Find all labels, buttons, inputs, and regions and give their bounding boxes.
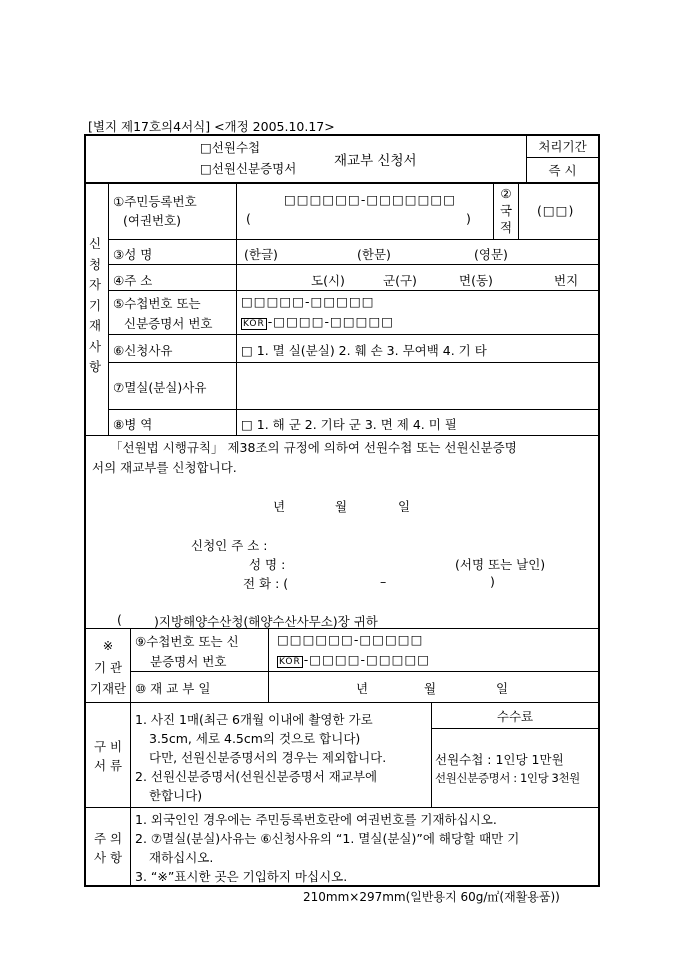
option-seaman-book[interactable]: □선원수첩 [200,140,261,155]
paper-spec: 210mm×297mm(일반용지 60g/㎡(재활용품)) [303,890,560,904]
rrn-label: ①주민등록번호 [113,194,197,209]
book-number-field[interactable]: □□□□□-□□□□□ [241,294,375,309]
form-title: 재교부 신청서 [334,153,417,169]
address-gun: 군(구) [383,273,417,288]
nationality-label: ②국적 [499,186,513,235]
reason-label: ⑥신청사유 [113,343,173,358]
address-label: ④주 소 [113,273,153,288]
agency-mark: ※ [102,638,114,653]
table-bottom-border [84,885,600,887]
reissue-day: 일 [496,681,509,696]
name-korean-field[interactable]: (한글) [244,247,278,262]
fee-seaman-book: 선원수첩 : 1인당 1만원 [435,752,564,767]
fee-seafarer-id: 선원신분증명서 : 1인당 3천원 [435,771,580,785]
document-2-line-2: 한합니다) [149,788,203,803]
agency-book-number-field[interactable]: □□□□□□-□□□□□ [277,632,424,647]
address-do: 도(시) [311,273,345,288]
phone-close: ) [490,574,495,589]
applicant-section-label: 신청자기재사항 [88,236,102,374]
id-number-label: 신분증명서 번호 [124,316,213,331]
address-myeon: 면(동) [459,273,493,288]
address-beonji: 번지 [554,273,579,288]
note-1: 1. 외국인인 경우에는 주민등록번호란에 여권번호를 기재하십시오. [135,812,497,827]
kor-prefix: KOR [243,319,265,329]
table-left-border [84,134,86,887]
recipient: )지방해양수산청(해양수산사무소)장 귀하 [154,614,378,629]
loss-reason-field[interactable] [240,366,596,406]
documents-label-2: 서 류 [93,758,123,773]
agency-id-number-field[interactable]: KOR -□□□□-□□□□□ [279,652,431,667]
reason-options[interactable]: □ 1. 멸 실(분실) 2. 훼 손 3. 무여백 4. 기 타 [241,343,487,358]
name-label: ③성 명 [113,247,153,262]
note-2-line-1: 2. ⑦멸실(분실)사유는 ⑥신청사유의 “1. 멸실(분실)”에 해당할 때만 기 [135,831,520,846]
notes-label-1: 주 의 [93,831,123,846]
reissue-date-label: ⑩ 재 교 부 일 [135,681,211,696]
passport-paren-close: ) [466,211,471,226]
agency-number-label-1: ⑨수첩번호 또는 신 [135,634,239,649]
name-hanja-field[interactable]: (한문) [357,247,391,262]
signature-label: (서명 또는 날인) [455,557,546,572]
form-label: [별지 제17호의4서식] <개정 2005.10.17> [88,119,335,134]
applicant-name-label: 성 명 : [249,557,286,572]
nationality-field[interactable]: (□□) [537,203,575,218]
id-number-field[interactable]: KOR -□□□□-□□□□□ [243,314,395,329]
document-1-line-2: 3.5cm, 세로 4.5cm의 것으로 합니다) [149,731,361,746]
note-3: 3. “※”표시한 곳은 기입하지 마십시오. [135,869,348,884]
document-1-line-3: 다만, 선원신분증명서의 경우는 제외합니다. [149,750,387,765]
loss-reason-label: ⑦멸실(분실)사유 [113,380,207,395]
declaration-line-2: 서의 재교부를 신청합니다. [92,460,237,475]
reissue-month: 월 [424,681,437,696]
military-label: ⑧병 역 [113,417,153,432]
notes-label-2: 사 항 [93,850,123,865]
reissue-year: 년 [356,681,369,696]
documents-label-1: 구 비 [93,739,123,754]
recipient-paren: ( [117,612,122,627]
document-2-line-1: 2. 선원신분증명서(선원신분증명서 재교부에 [135,769,378,784]
agency-number-label-2: 분증명서 번호 [150,654,227,669]
declaration-year: 년 [273,499,286,514]
agency-label-1: 기 관 [93,660,123,675]
applicant-address-label: 신청인 주 소 : [191,538,268,553]
book-number-label: ⑤수첩번호 또는 [113,296,201,311]
table-top-border [84,134,600,136]
fee-header: 수수료 [496,709,534,724]
declaration-day: 일 [398,499,411,514]
passport-paren-open: ( [246,211,251,226]
name-english-field[interactable]: (영문) [474,247,508,262]
option-seafarer-id[interactable]: □선원신분증명서 [200,161,297,176]
note-2-line-2: 재하십시오. [149,850,214,865]
processing-period-value: 즉 시 [548,163,577,178]
rrn-field[interactable]: □□□□□□-□□□□□□□ [284,192,457,207]
declaration-line-1: 「선원법 시행규칙」 제38조의 규정에 의하여 선원수첩 또는 선원신분증명 [110,440,517,455]
declaration-month: 월 [335,499,348,514]
passport-label: (여권번호) [123,213,182,228]
agency-kor-prefix: KOR [279,657,301,667]
applicant-phone-label: 전 화 : ( [243,576,289,591]
phone-dash: – [380,574,387,589]
document-1-line-1: 1. 사진 1매(최근 6개월 이내에 촬영한 가로 [135,712,373,727]
processing-period-label: 처리기간 [538,139,587,154]
table-right-border [598,134,600,887]
agency-label-2: 기재란 [89,681,127,696]
military-options[interactable]: □ 1. 해 군 2. 기타 군 3. 면 제 4. 미 필 [241,417,457,432]
